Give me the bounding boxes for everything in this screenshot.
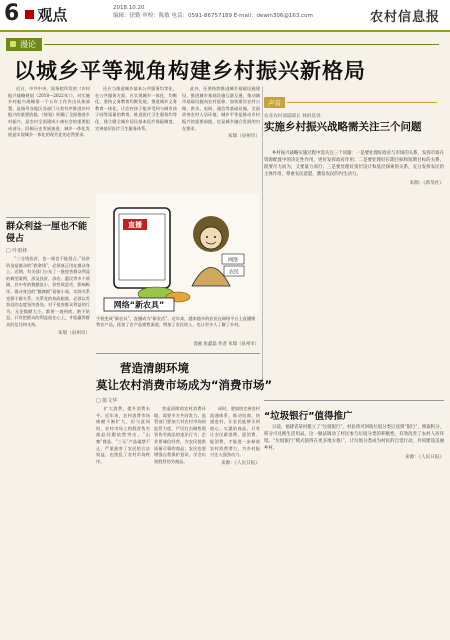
main-article-author: 朱瑞（泉州市） xyxy=(227,134,260,140)
column-divider xyxy=(262,86,263,386)
left-article-byline: □ 叶雨林 xyxy=(6,248,28,254)
page-meta xyxy=(113,4,313,20)
cartoon-caption: 手机变成“新农具”，直播成为“新农活”。近年来，越来越多的农民在网络平台上直播销售农产品，拓宽了农产品销售渠道，增加了农民收入，也让更多人了解了乡村。 xyxy=(96,316,256,328)
left-article-title: 群众利益一厘也不能侵占 xyxy=(6,222,88,244)
bottom-article-byline: □ 陈文华 xyxy=(96,398,118,404)
main-headline: 以城乡平等视角构建乡村振兴新格局 xyxy=(14,59,366,83)
editor-contact: 编辑：徐勤 审校：陈敏 电话：0591-86757189 E-mail：dewin306@163.com xyxy=(113,13,313,19)
left-article-text: “三分钱扶贫，也一厘也不能侵占。”扶贫资金是群众的“救命钱”，必须真正用在群众身上。近期，有关部门公布了一批侵害群众利益的典型案例，涉及扶贫、涉农、惠民等多个领域，其中有的数额虽小，但性质恶劣，影响极坏。群众身边的“微腐败”看似小事，实则关系党群干群关系，关系党的执政根基，必须以零容忍的态度坚决查处。对于侵害群众利益的行为，无论数额大小，都要一查到底，绝不姑息。只有把群众的利益放在心上，才能赢得群众的信任和支持。 xyxy=(6,256,90,327)
voice-header xyxy=(264,97,437,108)
sign-board-text-1: 网络 xyxy=(227,257,239,264)
section-tag xyxy=(6,38,439,51)
newspaper-title: 农村信息报 xyxy=(369,10,440,25)
voice-kicker: 农业农村部副部长 林祖基说： xyxy=(264,114,326,119)
left-article-rule xyxy=(6,217,90,218)
masthead xyxy=(0,0,450,30)
right-article-body xyxy=(264,424,444,636)
voice-rule xyxy=(287,102,437,103)
main-article-text-1: 近日，中共中央、国务院印发的《乡村振兴战略规划（2018—2022年）》，对实施乡村振兴战略第一个五年工作作出具体部署，是指导各地区各部门分类有序推进乡村振兴的重要依据。《规划》明确了全面推进乡村振兴，是农村全面建成小康社会的重要组成部分。回顾历史发展演进，城乡一体化发展是实现城乡一体化的现代化的必然要求。 xyxy=(8,86,90,138)
bottom-article-col1 xyxy=(96,406,150,636)
section-marker-icon xyxy=(25,10,34,19)
right-article-title: “垃圾银行”值得推广 xyxy=(264,411,353,422)
bottom-article-author: 来源：《人民日报》 xyxy=(220,460,260,466)
cartoon-banner-text: 网络“新农具” xyxy=(113,300,165,310)
farmer-face-icon xyxy=(200,227,222,249)
voice-title: 实施乡村振兴战略需关注三个问题 xyxy=(264,121,422,133)
cartoon-illustration xyxy=(96,194,259,314)
bottom-article-title-2: 莫让农村消费市场成为“消费市场” xyxy=(96,378,273,392)
issue-date: 2018.10.20 xyxy=(113,5,145,11)
voice-body xyxy=(264,150,444,390)
bottom-article-col2 xyxy=(154,406,206,636)
right-article-text: 日前，福建省某村建立了“垃圾银行”，村民将可回收垃圾分类后送到“银行”，换取积分，积分可兑换生活用品。这一做法调动了村民参与垃圾分类的积极性，有效改善了农村人居环境。“垃圾银行”模式值得在更多地方推广，让垃圾分类成为村民的自觉行动，共同建设美丽乡村。 xyxy=(264,425,444,451)
page-number: 6 xyxy=(4,1,20,26)
tag-label: 漫论 xyxy=(6,38,42,51)
main-article-text-3: 此外，还要持续推进城乡基础设施建设，推进城乡基础设施互联互通，推动城市基础设施向农村延伸，加快建设农村公路、供水、电网、通信等基础设施，全面改善农村人居环境。城乡平等是推动乡村振兴的重要前提，也是城乡融合发展的内在要求。 xyxy=(182,86,260,131)
right-article-rule xyxy=(264,400,444,401)
voice-tag: 声音 xyxy=(264,97,285,108)
section-name: 观点 xyxy=(37,5,68,24)
masthead-rule xyxy=(0,30,450,32)
live-sign-text: 直播 xyxy=(128,221,142,229)
cartoon-author: 漫画 张鑫磊 作者 朱瑞（泉州市） xyxy=(193,342,259,347)
voice-text: 乡村振兴战略实施过程中需关注三个问题：一是要处理好政府与市场的关系，发挥市场在资源配置中的决定性作用，更好发挥政府作用；二是要处理好长期目标和短期目标的关系，既要尽力而为，又要量力而行；三是要处理好顶层设计和基层探索的关系，充分发挥农民的主体作用，尊重农民意愿，激发农民的内生动力。 xyxy=(264,151,444,177)
voice-author: 来源：《新华社》 xyxy=(409,181,444,186)
tag-rule xyxy=(44,44,439,45)
left-article-body xyxy=(6,256,90,636)
main-article-col3 xyxy=(182,86,260,190)
bottom-article-title-1: 营造清朗环境 xyxy=(120,361,189,375)
main-article-col2 xyxy=(95,86,177,190)
main-article-col1 xyxy=(8,86,90,211)
bottom-article-col3 xyxy=(210,406,260,636)
bottom-article-text-2: 营造清朗的农村消费环境，需要多方共同发力。监管部门要加大对农村市场的监管力度，严厉打击制售假冒伪劣商品的违法行为；企业要诚信经营，为农民提供质量可靠的商品；农民也要增强自我保护意识，学会识别假冒伪劣商品。 xyxy=(154,406,206,464)
bottom-article-text-3: 同时，要加快完善农村流通体系，推动电商、快递进村，让农民能够买到放心、实惠的商品。只有让农民敢消费、愿消费、能消费，才能进一步释放农村消费潜力，为乡村振兴注入强劲动力。 xyxy=(210,406,260,458)
bottom-article-rule xyxy=(96,353,260,354)
left-article-author: 朱瑞（泉州市） xyxy=(57,330,90,336)
right-article-author: 来源：《人民日报》 xyxy=(404,455,444,460)
bottom-article-text-1: 扩大消费，提升消费水平。近年来，农村消费市场规模不断扩大，但与此同时，农村市场上的假冒伪劣商品问题依然突出，“山寨”商品、“三无”产品屡禁不止，严重损害了农民的合法权益，也扰乱了农村市场秩序。 xyxy=(96,406,150,464)
main-article-text-2: 还应当推进城乡基本公共服务均等化，在公共服务方面，应实现城乡一体化、均衡化。坚持义务教育均衡发展，推进城乡义务教育一体化，让农村孩子能享受到与城市孩子同等质量的教育。推进医疗卫生服务均等化，建立健全城乡居民基本医疗保险制度，完善基层医疗卫生服务体系。 xyxy=(95,86,177,131)
sign-board-text-2: 农民 xyxy=(228,269,240,276)
page-header xyxy=(4,3,67,25)
